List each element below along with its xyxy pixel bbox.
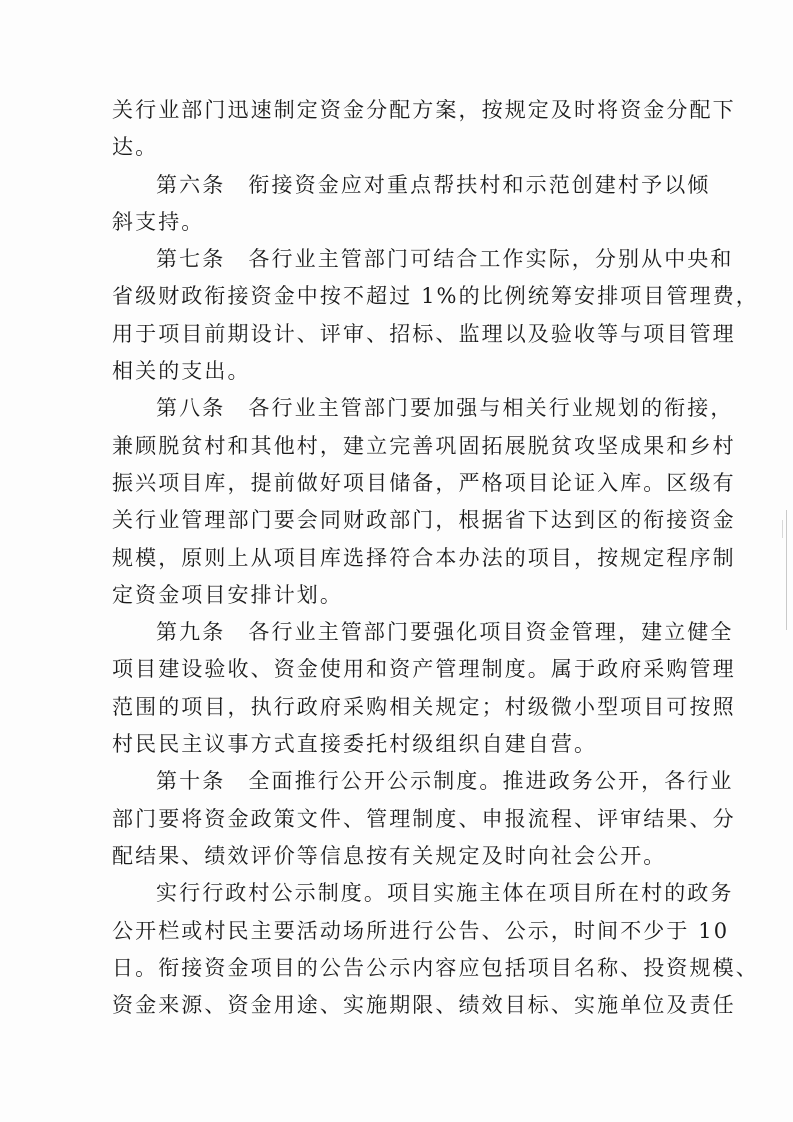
text-line: 第九条 各行业主管部门要强化项目资金管理，建立健全 xyxy=(156,620,734,645)
text-line: 达。 xyxy=(112,135,159,160)
text-line: 省级财政衔接资金中按不超过 1%的比例统筹安排项目管理费， xyxy=(112,284,759,309)
document-body xyxy=(112,92,759,1024)
article-9 xyxy=(112,614,734,651)
text-line: 用于项目前期设计、评审、招标、监理以及验收等与项目管理 xyxy=(112,321,736,346)
text-line: 项目建设验收、资金使用和资产管理制度。属于政府采购管理 xyxy=(112,657,736,682)
article-7-cont xyxy=(112,278,759,390)
text-line: 配结果、绩效评价等信息按有关规定及时向社会公开。 xyxy=(112,843,667,868)
text-line: 兼顾脱贫村和其他村，建立完善巩固拓展脱贫攻坚成果和乡村 xyxy=(112,433,736,458)
article-9-cont xyxy=(112,651,736,763)
text-line: 第十条 全面推行公开公示制度。推进政务公开，各行业 xyxy=(156,769,734,794)
text-line: 关行业部门迅速制定资金分配方案，按规定及时将资金分配下 xyxy=(112,98,736,122)
text-line: 振兴项目库，提前做好项目储备，严格项目论证入库。区级有 xyxy=(112,470,736,495)
text-line: 范围的项目，执行政府采购相关规定；村级微小型项目可按照 xyxy=(112,694,736,719)
publicity-paragraph xyxy=(112,875,734,912)
article-8-cont xyxy=(112,428,736,614)
scan-edge-mark xyxy=(786,510,787,630)
text-line: 第七条 各行业主管部门可结合工作实际，分别从中央和 xyxy=(156,247,734,272)
text-line: 第八条 各行业主管部门要加强与相关行业规划的衔接， xyxy=(156,396,734,421)
text-line: 日。衔接资金项目的公告公示内容应包括项目名称、投资规模、 xyxy=(112,955,759,980)
text-line: 定资金项目安排计划。 xyxy=(112,582,343,607)
article-10-cont xyxy=(112,801,736,876)
text-line: 关行业管理部门要会同财政部门，根据省下达到区的衔接资金 xyxy=(112,508,736,533)
text-line: 村民民主议事方式直接委托村级组织自建自营。 xyxy=(112,732,598,757)
scan-edge-mark xyxy=(782,520,783,538)
text-line: 相关的支出。 xyxy=(112,359,251,384)
text-line: 部门要将资金政策文件、管理制度、申报流程、评审结果、分 xyxy=(112,806,736,831)
paragraph-continuation xyxy=(112,92,736,167)
text-line: 实行行政村公示制度。项目实施主体在项目所在村的政务 xyxy=(156,881,734,906)
text-line: 斜支持。 xyxy=(112,209,205,234)
publicity-paragraph-cont xyxy=(112,913,759,1025)
text-line: 公开栏或村民主要活动场所进行公告、公示，时间不少于 10 xyxy=(112,918,730,943)
article-6 xyxy=(112,167,711,204)
text-line: 资金来源、资金用途、实施期限、绩效目标、实施单位及责任 xyxy=(112,993,736,1018)
article-8 xyxy=(112,390,734,427)
article-10 xyxy=(112,763,734,800)
article-7 xyxy=(112,241,734,278)
text-line: 规模，原则上从项目库选择符合本办法的项目，按规定程序制 xyxy=(112,545,736,570)
text-line: 第六条 衔接资金应对重点帮扶村和示范创建村予以倾 xyxy=(156,172,711,197)
article-6-cont xyxy=(112,204,690,241)
